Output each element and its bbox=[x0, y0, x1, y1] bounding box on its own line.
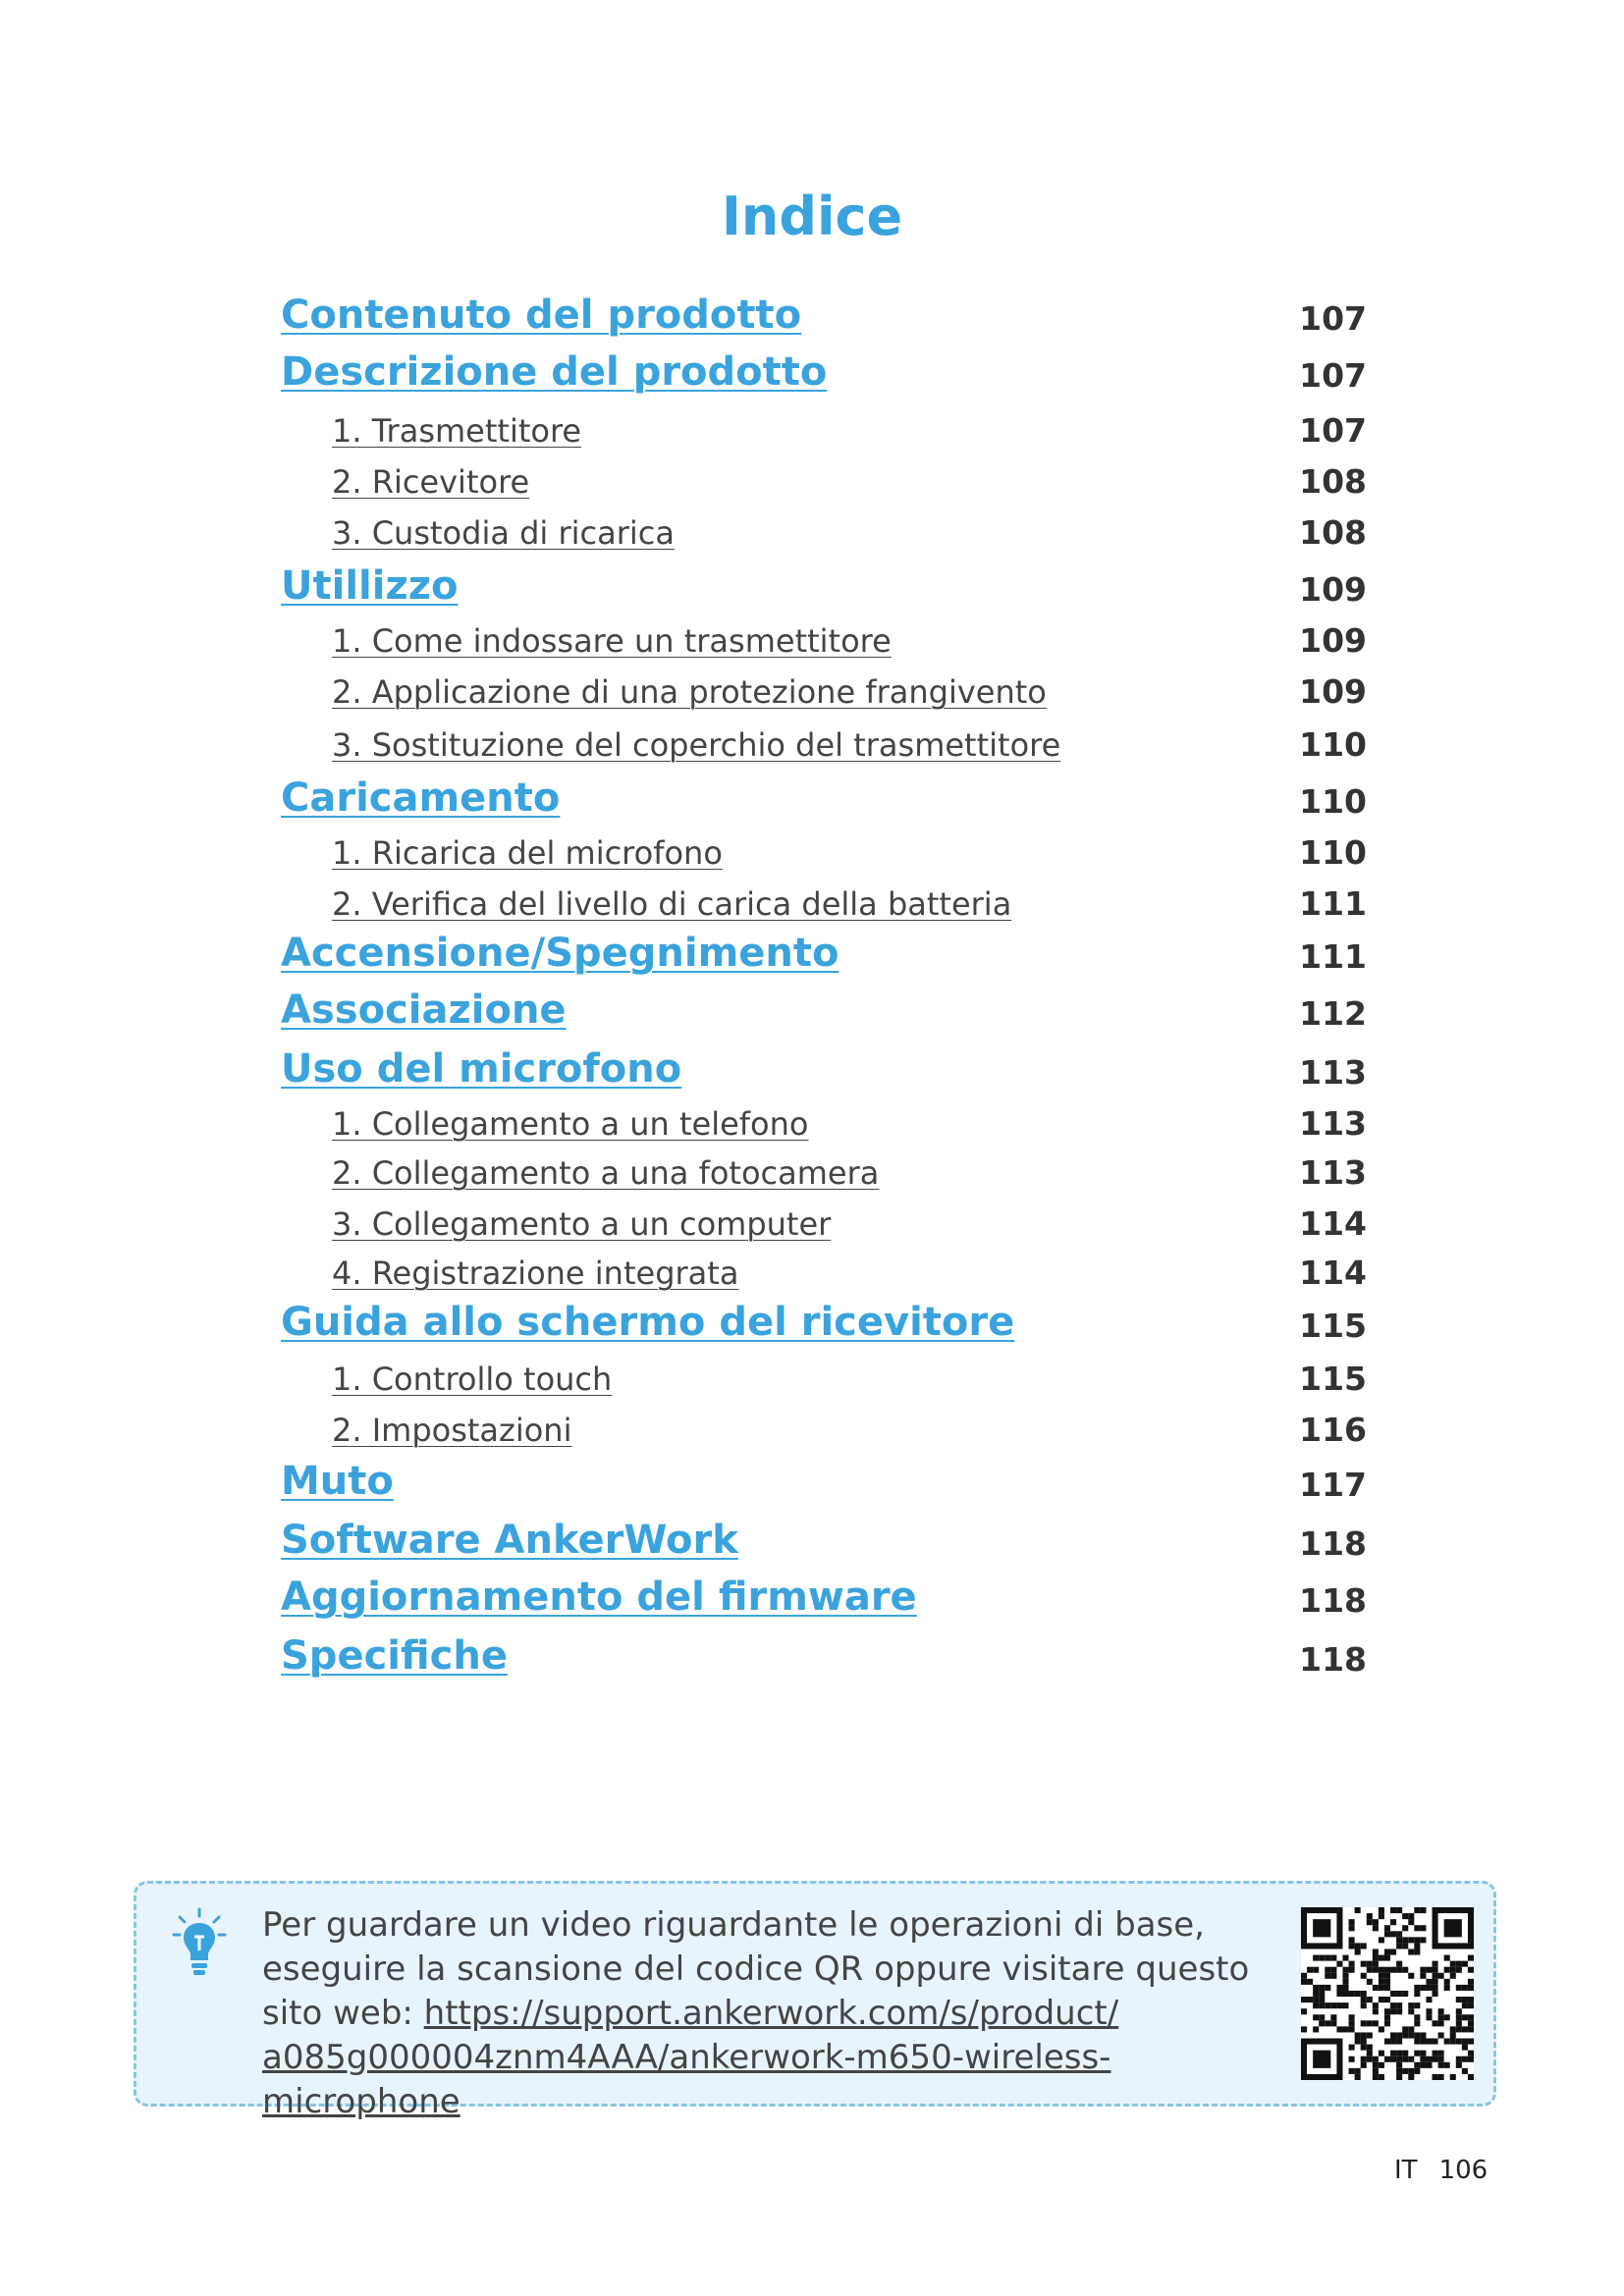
toc-entry[interactable] bbox=[281, 821, 1367, 872]
page-footer bbox=[1394, 2156, 1509, 2185]
toc-entry-label[interactable]: Accensione/Spegnimento bbox=[281, 931, 839, 976]
toc-entry-label[interactable]: Descrizione del prodotto bbox=[281, 349, 828, 395]
toc-entry-page: 113 bbox=[1299, 1104, 1367, 1143]
toc-entry-label[interactable]: 2. Verifica del livello di carica della batteria bbox=[332, 885, 1012, 923]
toc-entry-page: 107 bbox=[1299, 356, 1367, 395]
toc-entry-page: 109 bbox=[1299, 672, 1367, 711]
toc-entry[interactable] bbox=[281, 660, 1367, 711]
toc-entry-page: 112 bbox=[1299, 994, 1367, 1033]
toc-entry-page: 108 bbox=[1299, 513, 1367, 552]
toc-entry[interactable] bbox=[281, 925, 1367, 976]
toc-entry-page: 117 bbox=[1299, 1466, 1367, 1504]
toc-entry[interactable] bbox=[281, 1041, 1367, 1092]
toc-entry[interactable] bbox=[281, 872, 1367, 923]
toc-entry-page: 118 bbox=[1299, 1640, 1367, 1679]
toc-entry-label[interactable]: Associazione bbox=[281, 988, 567, 1033]
support-url-line-1[interactable]: https://support.ankerwork.com/s/product/ bbox=[423, 1994, 1119, 2033]
toc-entry[interactable] bbox=[281, 982, 1367, 1033]
toc-entry-page: 108 bbox=[1299, 462, 1367, 501]
toc-entry[interactable] bbox=[281, 1294, 1367, 1345]
toc-entry-page: 110 bbox=[1299, 725, 1367, 764]
toc-entry-label[interactable]: 4. Registrazione integrata bbox=[332, 1255, 739, 1292]
toc-entry-label[interactable]: Specifiche bbox=[281, 1633, 508, 1679]
toc-entry-page: 118 bbox=[1299, 1581, 1367, 1620]
toc-entry[interactable] bbox=[281, 450, 1367, 501]
toc-entry-label[interactable]: Aggiornamento del firmware bbox=[281, 1575, 917, 1620]
toc-entry-label[interactable]: 1. Come indossare un trasmettitore bbox=[332, 622, 892, 660]
toc-entry-label[interactable]: 1. Trasmettitore bbox=[332, 412, 582, 450]
toc-entry[interactable] bbox=[281, 1241, 1367, 1292]
video-info-text bbox=[262, 1903, 1264, 2124]
video-info-box bbox=[134, 1881, 1496, 2121]
toc-entry[interactable] bbox=[281, 1453, 1367, 1504]
toc-entry[interactable] bbox=[281, 1569, 1367, 1620]
qr-code[interactable] bbox=[1301, 1907, 1474, 2080]
toc-entry-page: 111 bbox=[1299, 937, 1367, 976]
toc-entry-page: 114 bbox=[1299, 1204, 1367, 1243]
toc-entry[interactable] bbox=[281, 344, 1367, 395]
toc-entry-label[interactable]: Caricamento bbox=[281, 775, 561, 821]
toc-entry[interactable] bbox=[281, 1092, 1367, 1143]
note-line-1: Per guardare un video riguardante le operazioni di base, bbox=[262, 1905, 1205, 1945]
toc-entry-label[interactable]: 3. Custodia di ricarica bbox=[332, 514, 675, 552]
note-url-prefix: sito web: bbox=[262, 1994, 424, 2033]
toc-entry-page: 116 bbox=[1299, 1411, 1367, 1449]
toc-entry-label[interactable]: 1. Ricarica del microfono bbox=[332, 834, 723, 872]
toc-entry[interactable] bbox=[281, 1512, 1367, 1563]
toc-entry-label[interactable]: 3. Collegamento a un computer bbox=[332, 1205, 832, 1243]
toc-entry-page: 113 bbox=[1299, 1153, 1367, 1192]
page-title: Indice bbox=[721, 186, 903, 248]
toc-entry[interactable] bbox=[281, 1192, 1367, 1243]
language-code: IT bbox=[1394, 2156, 1418, 2185]
toc-entry[interactable] bbox=[281, 1141, 1367, 1192]
toc-entry-label[interactable]: 2. Impostazioni bbox=[332, 1412, 572, 1449]
toc-entry[interactable] bbox=[281, 558, 1367, 609]
toc-entry-label[interactable]: 2. Applicazione di una protezione frangivento bbox=[332, 673, 1047, 711]
toc-entry-page: 109 bbox=[1299, 570, 1367, 609]
toc-entry-label[interactable]: Utillizzo bbox=[281, 563, 459, 609]
toc-entry-page: 109 bbox=[1299, 621, 1367, 660]
toc-entry-label[interactable]: 1. Collegamento a un telefono bbox=[332, 1105, 809, 1143]
toc-entry[interactable] bbox=[281, 770, 1367, 821]
toc-entry-page: 118 bbox=[1299, 1524, 1367, 1563]
toc-entry-label[interactable]: Contenuto del prodotto bbox=[281, 293, 802, 338]
toc-entry-page: 107 bbox=[1299, 299, 1367, 338]
page-number: 106 bbox=[1438, 2156, 1489, 2185]
toc-entry[interactable] bbox=[281, 287, 1367, 338]
toc-entry-label[interactable]: 2. Collegamento a una fotocamera bbox=[332, 1154, 880, 1192]
support-url-line-2[interactable]: a085g000004znm4AAA/ankerwork-m650-wireless-microphone bbox=[262, 2038, 1111, 2121]
toc-entry-label[interactable]: 3. Sostituzione del coperchio del trasmettitore bbox=[332, 726, 1061, 764]
toc-entry-page: 114 bbox=[1299, 1254, 1367, 1292]
toc-entry-page: 115 bbox=[1299, 1360, 1367, 1398]
toc-entry-label[interactable]: Muto bbox=[281, 1459, 394, 1504]
toc-entry-page: 115 bbox=[1299, 1307, 1367, 1345]
toc-entry[interactable] bbox=[281, 609, 1367, 660]
toc-entry-label[interactable]: 2. Ricevitore bbox=[332, 463, 530, 501]
toc-entry-label[interactable]: Uso del microfono bbox=[281, 1046, 682, 1092]
note-line-2: eseguire la scansione del codice QR oppure visitare questo bbox=[262, 1949, 1250, 1989]
toc-entry[interactable] bbox=[281, 399, 1367, 450]
toc-entry-label[interactable]: Guida allo schermo del ricevitore bbox=[281, 1300, 1015, 1345]
toc-entry[interactable] bbox=[281, 1628, 1367, 1679]
toc-entry-page: 110 bbox=[1299, 833, 1367, 872]
toc-entry-page: 110 bbox=[1299, 782, 1367, 821]
toc-entry[interactable] bbox=[281, 1347, 1367, 1398]
toc-entry[interactable] bbox=[281, 1398, 1367, 1449]
toc-entry-label[interactable]: 1. Controllo touch bbox=[332, 1361, 613, 1398]
lightbulb-icon bbox=[172, 1907, 227, 1984]
toc-entry-page: 107 bbox=[1299, 411, 1367, 450]
toc-entry[interactable] bbox=[281, 713, 1367, 764]
toc-entry-label[interactable]: Software AnkerWork bbox=[281, 1518, 738, 1563]
toc-entry[interactable] bbox=[281, 501, 1367, 552]
toc-entry-page: 111 bbox=[1299, 884, 1367, 923]
toc-entry-page: 113 bbox=[1299, 1053, 1367, 1092]
